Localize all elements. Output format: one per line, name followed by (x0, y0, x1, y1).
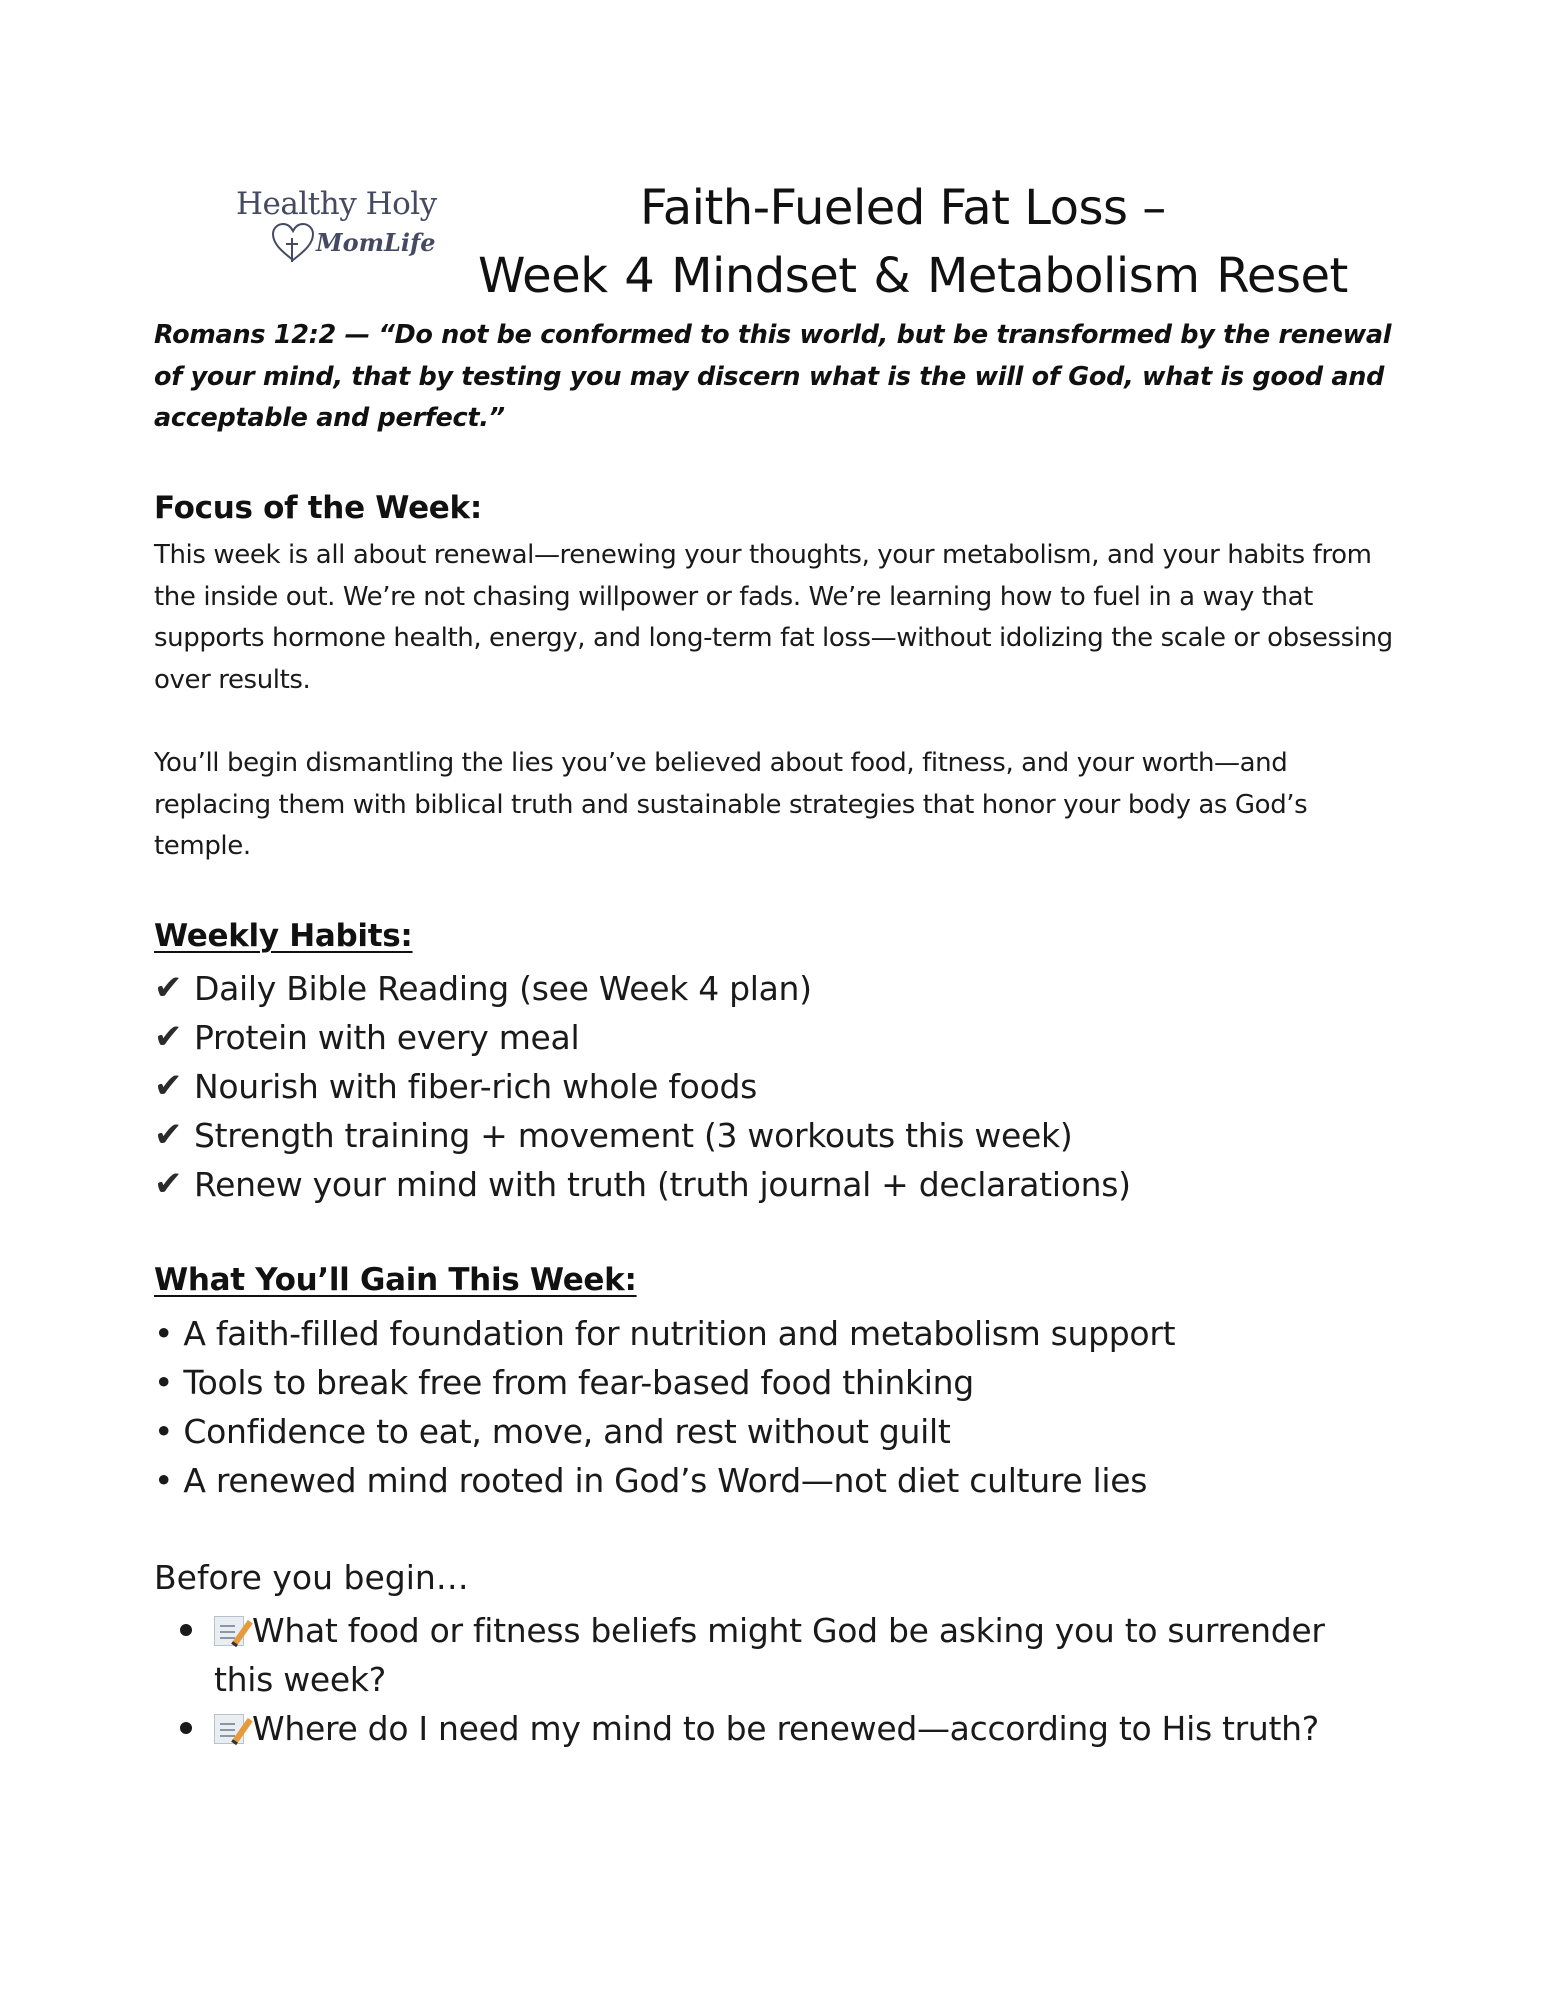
gain-list (154, 1309, 1175, 1505)
memo-icon (214, 1616, 244, 1646)
checkmark-icon: ✔ (154, 1164, 183, 1204)
bullet-dot (180, 1722, 192, 1734)
question-text: What food or fitness beliefs might God be asking you to surrender this week? (214, 1611, 1325, 1699)
focus-paragraph-2: You’ll begin dismantling the lies you’ve believed about food, fitness, and your worth—and replacing them with biblical truth and sustainable strategies that honor your body as God’s temple. (154, 748, 1308, 861)
gain-heading: What You’ll Gain This Week: (154, 1262, 637, 1298)
logo-line1: Healthy Holy (236, 186, 437, 222)
page-title-line2: Week 4 Mindset & Metabolism Reset (478, 248, 1348, 304)
list-item: ✔ Daily Bible Reading (see Week 4 plan) (154, 964, 1131, 1013)
reflection-questions (180, 1606, 1340, 1753)
list-item: ✔ Strength training + movement (3 workouts this week) (154, 1111, 1131, 1160)
list-item: • A faith-filled foundation for nutrition and metabolism support (154, 1314, 1176, 1353)
list-item: • A renewed mind rooted in God’s Word—not diet culture lies (154, 1461, 1148, 1500)
list-item (180, 1704, 1340, 1753)
habits-list (154, 964, 1131, 1209)
checkmark-icon: ✔ (154, 1115, 183, 1155)
list-item: • Tools to break free from fear-based food thinking (154, 1363, 974, 1402)
question-text: Where do I need my mind to be renewed—according to His truth? (252, 1709, 1320, 1748)
page-title-line1: Faith-Fueled Fat Loss – (640, 180, 1166, 236)
checkmark-icon: ✔ (154, 1017, 183, 1057)
list-item: ✔ Nourish with fiber-rich whole foods (154, 1062, 1131, 1111)
list-item: • Confidence to eat, move, and rest without guilt (154, 1412, 951, 1451)
focus-paragraph-1: This week is all about renewal—renewing your thoughts, your metabolism, and your habits from the inside out. We’re not chasing willpower or fads. We’re learning how to fuel in a way that supports hormone health, energy, and long-term fat loss—without idolizing the scale or obsessing over results. (154, 540, 1393, 695)
before-you-begin-label: Before you begin… (154, 1558, 469, 1597)
heart-cross-icon (270, 222, 316, 264)
list-item: ✔ Renew your mind with truth (truth journal + declarations) (154, 1160, 1131, 1209)
list-item (180, 1606, 1340, 1704)
focus-heading: Focus of the Week: (154, 490, 482, 526)
checkmark-icon: ✔ (154, 968, 183, 1008)
logo-line2: MomLife (316, 228, 436, 257)
bullet-dot (180, 1624, 192, 1636)
list-item: ✔ Protein with every meal (154, 1013, 1131, 1062)
habits-heading: Weekly Habits: (154, 918, 413, 954)
checkmark-icon: ✔ (154, 1066, 183, 1106)
memo-icon (214, 1714, 244, 1744)
scripture-verse: Romans 12:2 — “Do not be conformed to this world, but be transformed by the renewal of your mind, that by testing you may discern what is the will of God, what is good and acceptable and perfect.” (154, 320, 1392, 433)
healthy-holy-momlife-logo (236, 186, 446, 266)
